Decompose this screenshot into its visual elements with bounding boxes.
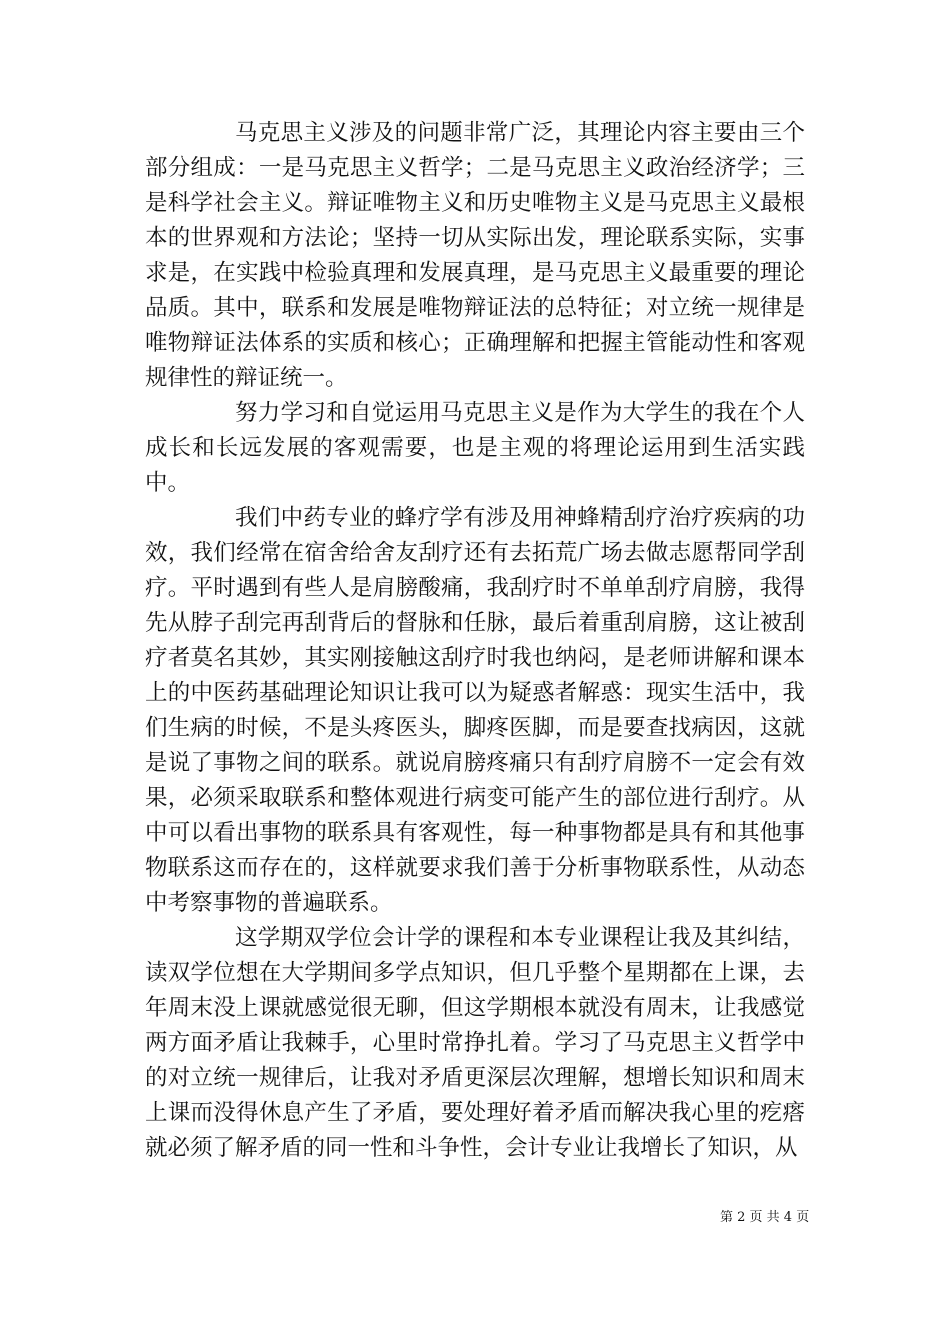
paragraph-1: 马克思主义涉及的问题非常广泛，其理论内容主要由三个部分组成：一是马克思主义哲学；二是马克思主义政治经济学；三是科学社会主义。辩证唯物主义和历史唯物主义是马克思主义最根本的世界观和方法论；坚持一切从实际出发，理论联系实际，实事求是，在实践中检验真理和发展真理，是马克思主义最重要的理论品质。其中，联系和发展是唯物辩证法的总特征；对立统一规律是唯物辩证法体系的实质和核心；正确理解和把握主管能动性和客观规律性的辩证统一。 <box>145 120 805 391</box>
page-number-footer: 第 2 页 共 4 页 <box>720 1210 810 1225</box>
paragraph-3: 我们中药专业的蜂疗学有涉及用神蜂精刮疗治疗疾病的功效，我们经常在宿舍给舍友刮疗还有去拓荒广场去做志愿帮同学刮疗。平时遇到有些人是肩膀酸痛，我刮疗时不单单刮疗肩膀，我得先从脖子刮完再刮背后的督脉和任脉，最后着重刮肩膀，这让被刮疗者莫名其妙，其实刚接触这刮疗时我也纳闷，是老师讲解和课本上的中医药基础理论知识让我可以为疑惑者解惑：现实生活中，我们生病的时候，不是头疼医头，脚疼医脚，而是要查找病因，这就是说了事物之间的联系。就说肩膀疼痛只有刮疗肩膀不一定会有效果，必须采取联系和整体观进行病变可能产生的部位进行刮疗。从中可以看出事物的联系具有客观性，每一种事物都是具有和其他事物联系这而存在的，这样就要求我们善于分析事物联系性，从动态中考察事物的普遍联系。 <box>145 505 805 916</box>
paragraph-2: 努力学习和自觉运用马克思主义是作为大学生的我在个人成长和长远发展的客观需要，也是主观的将理论运用到生活实践中。 <box>145 400 805 496</box>
paragraph-4: 这学期双学位会计学的课程和本专业课程让我及其纠结，读双学位想在大学期间多学点知识，但几乎整个星期都在上课，去年周末没上课就感觉很无聊，但这学期根本就没有周末，让我感觉两方面矛盾让我棘手，心里时常挣扎着。学习了马克思主义哲学中的对立统一规律后，让我对矛盾更深层次理解，想增长知识和周末上课而没得休息产生了矛盾，要处理好着矛盾而解决我心里的疙瘩就必须了解矛盾的同一性和斗争性，会计专业让我增长了知识，从 <box>145 925 805 1161</box>
document-body <box>145 116 805 1166</box>
